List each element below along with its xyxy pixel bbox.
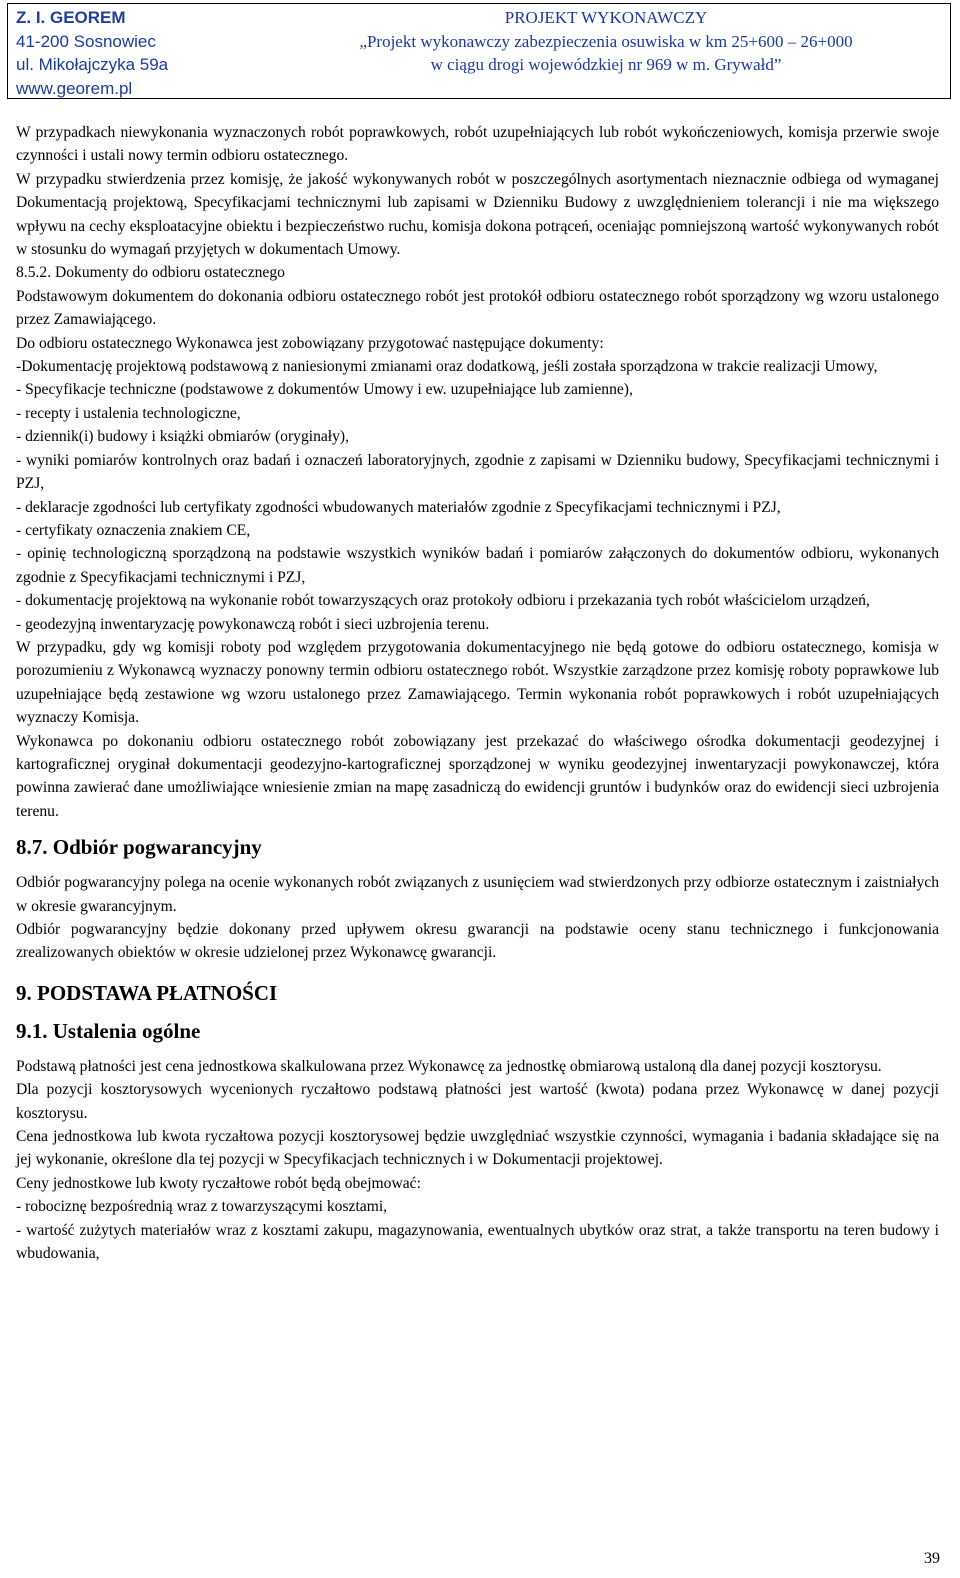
paragraph: Odbiór pogwarancyjny polega na ocenie wykonanych robót związanych z usunięciem wad stwierdzonych przy odbiorze ostatecznym i zaistniałych w okresie gwarancyjnym. <box>16 874 939 915</box>
paragraph: Cena jednostkowa lub kwota ryczałtowa pozycji kosztorysowej będzie uwzględniać wszystkie czynności, wymagania i badania składające się na jej wykonanie, określone dla tej pozycji w Specyfikacjach technicznych i w Dokumentacji projektowej. <box>16 1128 939 1169</box>
list-item: - dokumentację projektową na wykonanie robót towarzyszących oraz protokoły odbioru i przekazania tych robót właścicielom urządzeń, <box>16 592 870 610</box>
company-info <box>16 6 266 100</box>
project-location: w ciągu drogi wojewódzkiej nr 969 w m. Grywałd” <box>430 55 782 74</box>
company-name: Z. I. GEOREM <box>16 8 126 27</box>
company-city: 41-200 Sosnowiec <box>16 31 156 51</box>
paragraph: W przypadkach niewykonania wyznaczonych robót poprawkowych, robót uzupełniających lub robót wykończeniowych, komisja przerwie swoje czynności i ustali nowy termin odbioru ostatecznego. <box>16 124 939 165</box>
list-item: - wartość zużytych materiałów wraz z kosztami zakupu, magazynowania, ewentualnych ubytków oraz strat, a także transportu na teren budowy i wbudowania, <box>16 1221 939 1263</box>
project-info <box>264 6 948 77</box>
paragraph: W przypadku stwierdzenia przez komisję, że jakość wykonywanych robót w poszczególnych asortymentach nieznacznie odbiega od wymaganej Dokumentacją projektową, Specyfikacjami technicznymi lub zapisami w Dzienniku Budowy z uwzględnieniem tolerancji i nie ma większego wpływu na cechy eksploatacyjne obiektu i bezpieczeństwo ruchu, komisja dokona potrąceń, oceniając pomniejszoną wartość wykonywanych robót w stosunku do wymagań przyjętych w dokumentach Umowy. <box>16 170 939 259</box>
list-item: - recepty i ustalenia technologiczne, <box>16 404 241 422</box>
page-header <box>7 3 951 99</box>
paragraph: Podstawą płatności jest cena jednostkowa skalkulowana przez Wykonawcę za jednostkę obmiarową ustaloną dla danej pozycji kosztorysu. <box>16 1057 882 1075</box>
list-item: - dziennik(i) budowy i książki obmiarów (oryginały), <box>16 428 350 446</box>
paragraph: Podstawowym dokumentem do dokonania odbioru ostatecznego robót jest protokół odbioru ostatecznego robót sporządzony wg wzoru ustalonego przez Zamawiającego. <box>16 287 939 329</box>
document-body <box>16 121 939 1265</box>
paragraph: Do odbioru ostatecznego Wykonawca jest zobowiązany przygotować następujące dokumenty: <box>16 334 604 352</box>
section-heading-9-1: 9.1. Ustalenia ogólne <box>16 1018 201 1043</box>
company-street: ul. Mikołajczyka 59a <box>16 55 169 74</box>
list-item: - deklaracje zgodności lub certyfikaty zgodności wbudowanych materiałów zgodnie z Specyfikacjami technicznymi i PZJ, <box>16 498 781 516</box>
list-item: -Dokumentację projektową podstawową z naniesionymi zmianami oraz dodatkową, jeśli została sporządzona w trakcie realizacji Umowy, <box>16 358 878 376</box>
paragraph: W przypadku, gdy wg komisji roboty pod względem przygotowania dokumentacyjnego nie będą gotowe do odbioru ostatecznego, komisja w porozumieniu z Wykonawcą wyznaczy ponowny termin odbioru ostatecznego robót. Wszystkie zarządzone przez komisję roboty poprawkowe lub uzupełniające będą zestawione wg wzoru ustalonego przez Zamawiającego. Termin wykonania robót poprawkowych i robót uzupełniających wyznaczy Komisja. <box>16 638 939 727</box>
paragraph: Ceny jednostkowe lub kwoty ryczałtowe robót będą obejmować: <box>16 1174 421 1192</box>
project-title: „Projekt wykonawczy zabezpieczenia osuwiska w km 25+600 – 26+000 <box>359 31 853 51</box>
paragraph: Dla pozycji kosztorysowych wycenionych ryczałtowo podstawą płatności jest wartość (kwota) podana przez Wykonawcę w danej pozycji kosztorysu. <box>16 1081 939 1122</box>
list-item: - robociznę bezpośrednią wraz z towarzyszącymi kosztami, <box>16 1198 388 1216</box>
section-heading-9: 9. PODSTAWA PŁATNOŚCI <box>16 980 278 1005</box>
section-heading-8-7: 8.7. Odbiór pogwarancyjny <box>16 835 262 860</box>
list-item: - opinię technologiczną sporządzoną na podstawie wszystkich wyników badań i pomiarów załączonych do dokumentów odbioru, wykonanych zgodnie z Specyfikacjami technicznymi i PZJ, <box>16 545 939 586</box>
subsection-heading: 8.5.2. Dokumenty do odbioru ostatecznego <box>16 264 285 282</box>
company-website: www.georem.pl <box>16 78 133 98</box>
page-number: 39 <box>924 1550 940 1567</box>
list-item: - certyfikaty oznaczenia znakiem CE, <box>16 521 251 539</box>
list-item: - Specyfikacje techniczne (podstawowe z dokumentów Umowy i ew. uzupełniające lub zamienne), <box>16 381 633 399</box>
list-item: - wyniki pomiarów kontrolnych oraz badań i oznaczeń laboratoryjnych, zgodnie z zapisami w Dzienniku budowy, Specyfikacjami technicznymi i PZJ, <box>16 451 939 493</box>
paragraph: Wykonawca po dokonaniu odbioru ostatecznego robót zobowiązany jest przekazać do właściwego ośrodka dokumentacji geodezyjnej i kartograficznej oryginał dokumentacji geodezyjno-kartograficznej sporządzonej w wyniku geodezyjnej inwentaryzacji powykonawczej, która powinna zawierać dane umożliwiające wniesienie zmian na mapę zasadniczą do ewidencji gruntów i budynków oraz do ewidencji sieci uzbrojenia terenu. <box>16 732 939 820</box>
project-type: PROJEKT WYKONAWCZY <box>504 8 708 27</box>
paragraph: Odbiór pogwarancyjny będzie dokonany przed upływem okresu gwarancji na podstawie oceny stanu technicznego i funkcjonowania zrealizowanych obiektów w okresie udzielonej przez Wykonawcę gwarancji. <box>16 921 939 962</box>
list-item: - geodezyjną inwentaryzację powykonawczą robót i sieci uzbrojenia terenu. <box>16 615 490 633</box>
